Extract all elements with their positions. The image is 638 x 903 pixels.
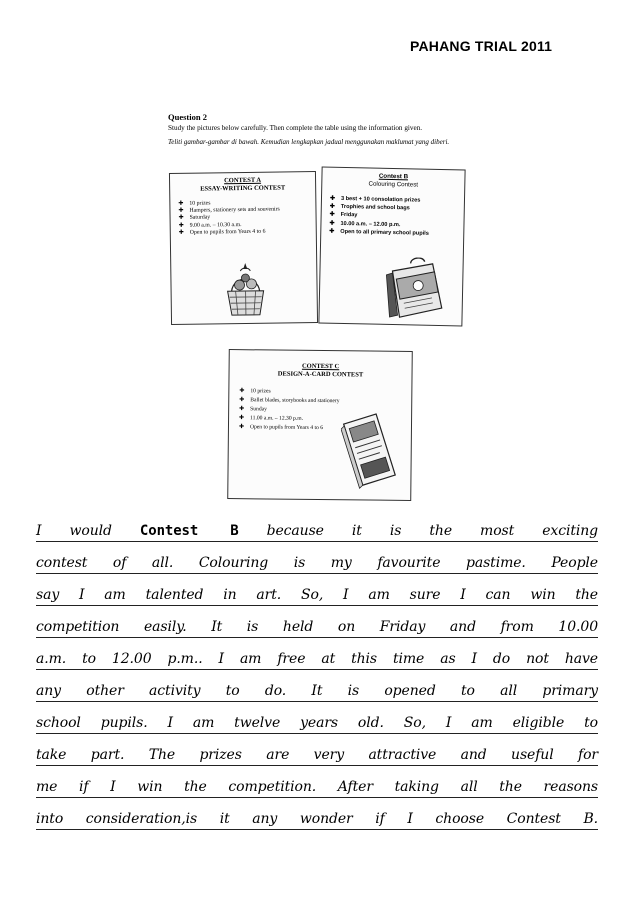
answer-line	[36, 734, 598, 766]
list-item: ✚ 11.00 a.m. – 12.30 p.m.	[239, 414, 411, 425]
list-item: ✚ 10 prizes	[239, 387, 411, 398]
list-item: ✚ Sunday	[239, 405, 411, 416]
card-illustration	[340, 411, 399, 490]
list-item: ✚ 10.00 a.m. – 12.00 p.m.	[329, 219, 463, 230]
list-item: ✚ Open to all primary school pupils	[329, 227, 463, 238]
answer-text: a.m. to 12.00 p.m.. I am free at this time as I do not have	[36, 651, 598, 667]
list-item: ✚ Hampers, stationery sets and souvenirs	[178, 206, 315, 215]
answer-text: into consideration,is it any wonder if I choose Contest B.	[36, 811, 598, 827]
answer-text: say I am talented in art. So, I am sure I can win the	[36, 587, 598, 603]
list-item: ✚ Trophies and school bags	[330, 203, 464, 214]
list-item: ✚ Open to pupils from Years 4 to 6	[239, 423, 411, 434]
answer-paragraph	[36, 510, 598, 830]
answer-line	[36, 510, 598, 542]
contest-c-poster	[227, 349, 413, 501]
answer-text: take part. The prizes are very attractive and useful for	[36, 747, 598, 763]
answer-text: I would	[36, 523, 140, 539]
question-scan	[150, 110, 480, 505]
contest-a-poster	[169, 171, 318, 325]
answer-line	[36, 638, 598, 670]
question-title: Question 2	[168, 112, 207, 122]
contest-c-title: CONTEST C	[301, 362, 340, 371]
list-item: ✚ Friday	[330, 211, 464, 222]
contest-b-title: Contest B	[378, 172, 409, 181]
contest-a-list	[178, 199, 315, 237]
answer-text: any other activity to do. It is opened to all primary	[36, 683, 598, 699]
answer-text: school pupils. I am twelve years old. So, I am eligible to	[36, 715, 598, 731]
contest-a-subtitle: ESSAY-WRITING CONTEST	[200, 184, 286, 193]
contest-a-title: CONTEST A	[224, 176, 262, 185]
school-bag-illustration	[381, 257, 448, 322]
question-instruction-en: Study the pictures below carefully. Then complete the table using the information given.	[168, 124, 423, 132]
answer-line	[36, 574, 598, 606]
answer-line	[36, 702, 598, 734]
answer-line	[36, 606, 598, 638]
list-item: ✚ 3 best + 10 consolation prizes	[330, 195, 464, 206]
answer-line	[36, 798, 598, 830]
contest-b-subtitle: Colouring Contest	[368, 180, 419, 189]
answer-line	[36, 766, 598, 798]
contest-b-list	[329, 195, 464, 239]
page-header: PAHANG TRIAL 2011	[410, 38, 553, 54]
list-item: ✚ Ballet blades, storybooks and stationery	[239, 396, 411, 407]
contest-b-poster	[318, 167, 465, 327]
answer-line	[36, 670, 598, 702]
answer-text: competition easily. It is held on Friday and from 10.00	[36, 619, 598, 635]
answer-contest-choice: Contest B	[139, 523, 239, 539]
question-instruction-ms: Teliti gambar-gambar di bawah. Kemudian lengkapkan jadual menggunakan maklumat yang diberi.	[168, 138, 450, 146]
list-item: ✚ 10 prizes	[178, 199, 315, 208]
answer-line	[36, 542, 598, 574]
list-item: ✚ Open to pupils from Years 4 to 6	[179, 228, 316, 237]
answer-text: me if I win the competition. After taking all the reasons	[36, 779, 598, 795]
list-item: ✚ 9.00 a.m. – 10.30 a.m.	[179, 221, 316, 230]
list-item: ✚ Saturday	[179, 213, 316, 222]
hamper-illustration	[221, 261, 270, 318]
contest-c-subtitle: DESIGN-A-CARD CONTEST	[277, 370, 364, 379]
answer-text: because it is the most exciting	[238, 523, 598, 539]
answer-text: contest of all. Colouring is my favourite pastime. People	[36, 555, 598, 571]
